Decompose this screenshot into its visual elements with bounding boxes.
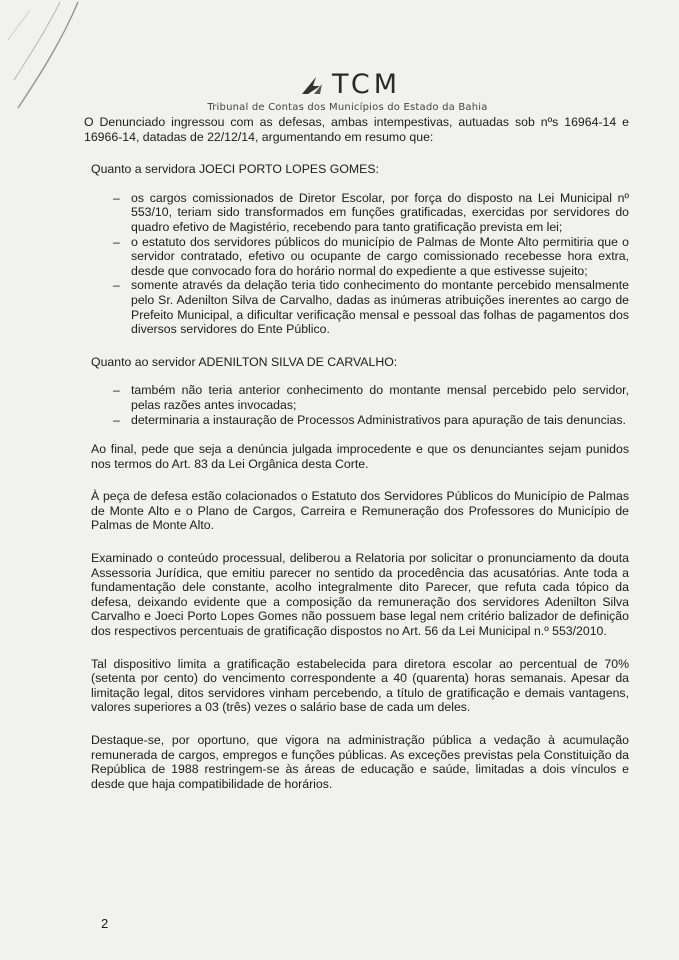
logo-text: TCM [331, 69, 402, 100]
list-item: – também não teria anterior conhecimento do montante mensal percebido pelo servidor, pelas razões antes invocadas; [113, 383, 629, 412]
list-item: – determinaria a instauração de Processos Administrativos para apuração de tais denuncias. [113, 412, 626, 427]
heading-adenilton: Quanto ao servidor ADENILTON SILVA DE CARVALHO: [91, 354, 398, 369]
paragraph-final: Ao final, pede que seja a denúncia julgada improcedente e que os denunciantes sejam punidos nos termos do Art. 83 da Lei Orgânica desta Corte. [91, 442, 629, 471]
paragraph-dispositivo: Tal dispositivo limita a gratificação estabelecida para diretora escolar ao percentual de 70% (setenta por cento) do vencimento correspondente a 40 (quarenta) horas semanais. Apesar da limitação legal, ditos servidores vinham percebendo, a título de gratificação e demais vantagens, valores superiores a 03 (três) vezes o salário base de cada um deles. [91, 656, 629, 715]
list-item: – os cargos comissionados de Diretor Escolar, por força do disposto na Lei Municipal nº 553/10, teriam sido transformados em funções gratificadas, exercidas por servidores do quadro efetivo de Magistério, recebendo para tanto gratificação prevista em lei; [113, 190, 629, 234]
letterhead [0, 70, 679, 113]
paragraph-intro: O Denunciado ingressou com as defesas, ambas intempestivas, autuadas sob nºs 16964-14 e 16966-14, datadas de 22/12/14, argumentando em resumo que: [84, 115, 629, 144]
list-item: – somente através da delação teria tido conhecimento do montante percebido mensalmente pelo Sr. Adenilton Silva de Carvalho, dadas as inúmeras atribuições inerentes ao cargo de Prefeito Municipal, a dificultar verificação mensal e pessoal das folhas de pagamentos dos diversos servidores do Ente Público. [113, 278, 629, 337]
tcm-logo-icon [300, 75, 326, 95]
heading-joeci: Quanto a servidora JOECI PORTO LOPES GOMES: [91, 162, 379, 177]
paragraph-defesa: À peça de defesa estão colacionados o Estatuto dos Servidores Públicos do Município de Palmas de Monte Alto e o Plano de Cargos, Carreira e Remuneração dos Professores do Município de Palmas de Monte Alto. [91, 489, 629, 533]
paragraph-examinado: Examinado o conteúdo processual, deliberou a Relatoria por solicitar o pronunciamento da douta Assessoria Jurídica, que emitiu parecer no sentido da procedência das acusatórias. Ante toda a fundamentação dele constante, acolho integralmente dito Parecer, que refuta cada tópico da defesa, deixando evidente que a composição da remuneração dos servidores Adenilton Silva Carvalho e Joeci Porto Lopes Gomes não possuem base legal nem critério balizador de definição dos respectivos percentuais de gratificação dispostos no Art. 56 da Lei Municipal n.º 553/2010. [91, 551, 629, 639]
page-number: 2 [101, 916, 109, 931]
list-item: – o estatuto dos servidores públicos do município de Palmas de Monte Alto permitiria que o servidor contratado, efetivo ou ocupante de cargo comissionado recebesse hora extra, desde que convocado fora do horário normal do expediente a que estivesse sujeito; [113, 234, 629, 278]
letterhead-subtitle: Tribunal de Contas dos Municípios do Estado da Bahia [207, 102, 488, 113]
bullet-list-adenilton [91, 383, 629, 427]
paragraph-destaque: Destaque-se, por oportuno, que vigora na administração pública a vedação à acumulação remunerada de cargos, empregos e funções públicas. As exceções previstas pela Constituição da República de 1988 restringem-se às áreas de educação e saúde, limitadas a dois vínculos e desde que haja compatibilidade de horários. [91, 733, 629, 791]
bullet-list-joeci [91, 191, 629, 337]
document-body [84, 115, 629, 791]
tcm-logo [22, 70, 679, 100]
